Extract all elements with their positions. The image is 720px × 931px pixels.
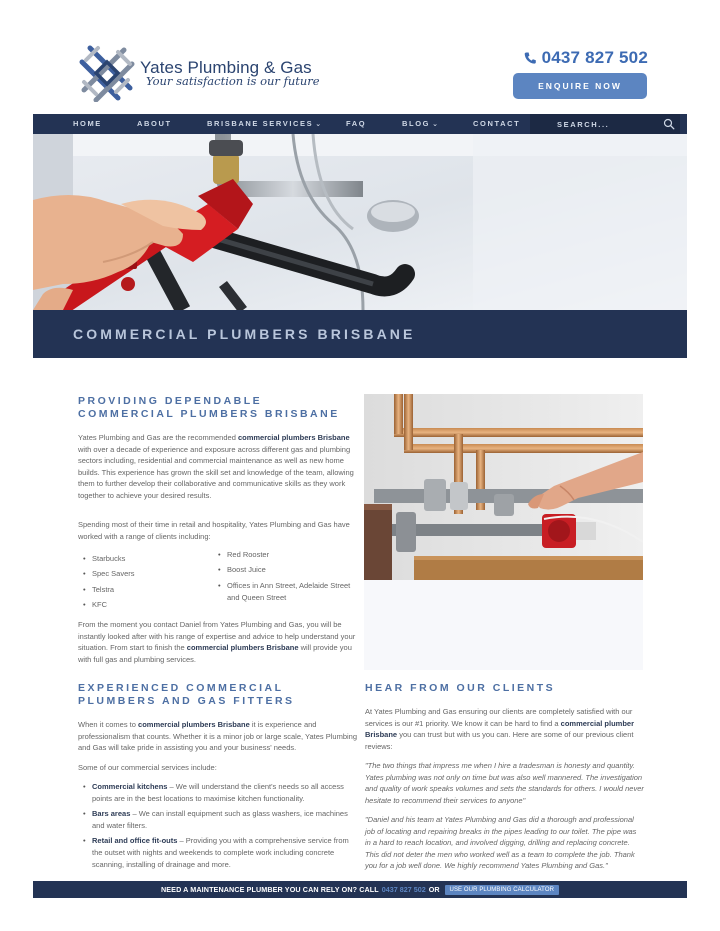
service-item-fitouts [81,835,357,870]
nav-label: FAQ [346,119,367,128]
bold-text: commercial plumber Brisbane [365,718,635,740]
service-text: – We will understand the client's needs so all access points are in the best locations to maximise kitchen functionality. [92,782,344,803]
brand-tagline: Your satisfaction is our future [146,74,320,88]
site-header [0,0,720,112]
text-run: Yates Plumbing and Gas are the recommended [78,433,238,442]
intro-paragraph [78,432,356,502]
bold-text: commercial plumbers Brisbane [186,643,299,653]
header-phone[interactable] [514,47,648,69]
section-heading-experienced: EXPERIENCED COMMERCIAL PLUMBERS AND GAS FITTERS [78,682,295,707]
section-heading-testimonials: HEAR FROM OUR CLIENTS [365,682,556,694]
cta-text: NEED A MAINTENANCE PLUMBER YOU CAN RELY ON? CALL [160,885,379,894]
nav-item-faq[interactable] [346,114,366,134]
nav-item-brisbane-services[interactable] [207,114,321,134]
service-text: – We can install equipment such as glass washers, ice machines and water filters. [92,809,348,830]
plumber-hand-pipes-image [364,394,643,580]
pipe-wrench-photo [33,134,687,310]
phone-icon [522,50,538,66]
clients-intro-paragraph: Spending most of their time in retail and hospitality, Yates Plumbing and Gas have worked with a range of clients including: [78,520,350,541]
service-title: Retail and office fit-outs [92,836,178,846]
nav-item-home[interactable] [73,114,102,134]
brand-name[interactable]: Yates Plumbing & Gas [140,58,312,77]
services-intro: Some of our commercial services include: [78,763,217,772]
nav-label: BLOG [402,119,431,128]
list-item: • KFC [81,599,211,611]
list-item: • Starbucks [81,553,211,565]
nav-item-about[interactable] [137,114,172,134]
page-title-banner [33,310,687,358]
text-run: At Yates Plumbing and Gas ensuring our clients are completely satisfied with our services is our #1 priority. We know it can be hard to find a [365,707,633,728]
text-run: From the moment you contact Daniel from Yates Plumbing and Gas, you will be instantly looked after with his range of expertise and advice to help understand your situation. From start to finish the [78,620,356,653]
text-run: with over a decade of experience and exposure across different gas and plumbing sectors including, residential and commercial maintenance as well as new home builds. This experience has grown the skill set and knowledge of the team, allowing them to further develop their collaborative and communicative skills as they work together to achieve your desired results. [78,444,354,500]
sticky-cta-bar [33,881,687,898]
bold-text: commercial plumbers Brisbane [138,720,250,729]
list-item: • Offices in Ann Street, Adelaide Street and Queen Street [216,580,358,603]
hero-image [33,134,687,310]
chevron-down-icon: ⌄ [315,121,322,128]
copper-pipes-photo [364,394,643,580]
phone-number[interactable]: 0437 827 502 [541,48,648,67]
text-run: it is experience and professionalism that counts. Whether it is a minor job or large scale, Yates Plumbing and Gas will take pride in assisting you and your business' needs. [78,720,358,753]
service-item-bars [81,808,357,831]
nav-item-blog[interactable] [402,114,438,134]
section-heading-providing: PROVIDING DEPENDABLE COMMERCIAL PLUMBERS BRISBANE [78,395,340,420]
image-backdrop [364,580,643,670]
celtic-knot-logo-icon[interactable] [78,44,136,102]
nav-search [530,114,680,134]
nav-label: ABOUT [137,119,172,128]
nav-label: BRISBANE SERVICES [207,119,314,128]
contact-daniel-paragraph [78,619,356,665]
testimonial-quote-2: "Daniel and his team at Yates Plumbing and Gas did a thorough and professional job of locating and repairing breaks in the pipes leading to our toilet. The pipe was in a hard to reach location, and involved digging, drilling and replacing concrete. This did not deter the men who worked well as a team to complete the job. Thank you for a job well done. We highly recommend Yates Plumbing and Gas." [365,815,637,871]
chevron-down-icon: ⌄ [432,121,438,128]
main-nav [33,114,687,134]
list-item: • Red Rooster [216,549,358,561]
service-item-kitchens [81,781,357,804]
clients-list-left [81,553,211,615]
nav-item-contact[interactable] [473,114,520,134]
service-title: Bars areas [92,809,131,819]
clients-list-right [216,549,358,607]
nav-label: HOME [73,119,102,128]
enquire-now-button[interactable]: ENQUIRE NOW [513,73,647,99]
service-text: – Providing you with a comprehensive service from the outset with nights and weekends to complete work including concrete scanning, installing of drainage and more. [92,836,349,869]
testimonials-intro [365,706,644,752]
testimonial-quote-1: "The two things that impress me when I hire a tradesman is honesty and quantity. Yates plumbing was not only on time but was also well mannered. The investigation and quality of work speaks volumes and sets the standards for others. I would never hesitate to recommend their services to anyone" [365,761,644,805]
experience-paragraph [78,719,358,754]
search-input[interactable] [534,114,654,134]
nav-label: CONTACT [473,119,521,128]
text-run: will provide you with full gas and plumbing services. [78,643,352,664]
cta-or: OR [428,885,440,894]
list-item: • Spec Savers [81,568,211,580]
service-title: Commercial kitchens [92,782,168,791]
plumbing-calculator-button[interactable]: USE OUR PLUMBING CALCULATOR [445,885,560,895]
text-run: When it comes to [78,720,139,729]
page-title: COMMERCIAL PLUMBERS BRISBANE [73,326,416,342]
list-item: • Telstra [81,584,211,596]
services-list [81,781,357,874]
search-icon[interactable] [663,118,675,130]
list-item: • Boost Juice [216,564,358,576]
text-run: you can trust but with us you can. Here are some of our previous client reviews: [365,730,634,751]
bold-text: commercial plumbers Brisbane [237,433,350,442]
cta-phone-link[interactable]: 0437 827 502 [381,885,426,894]
